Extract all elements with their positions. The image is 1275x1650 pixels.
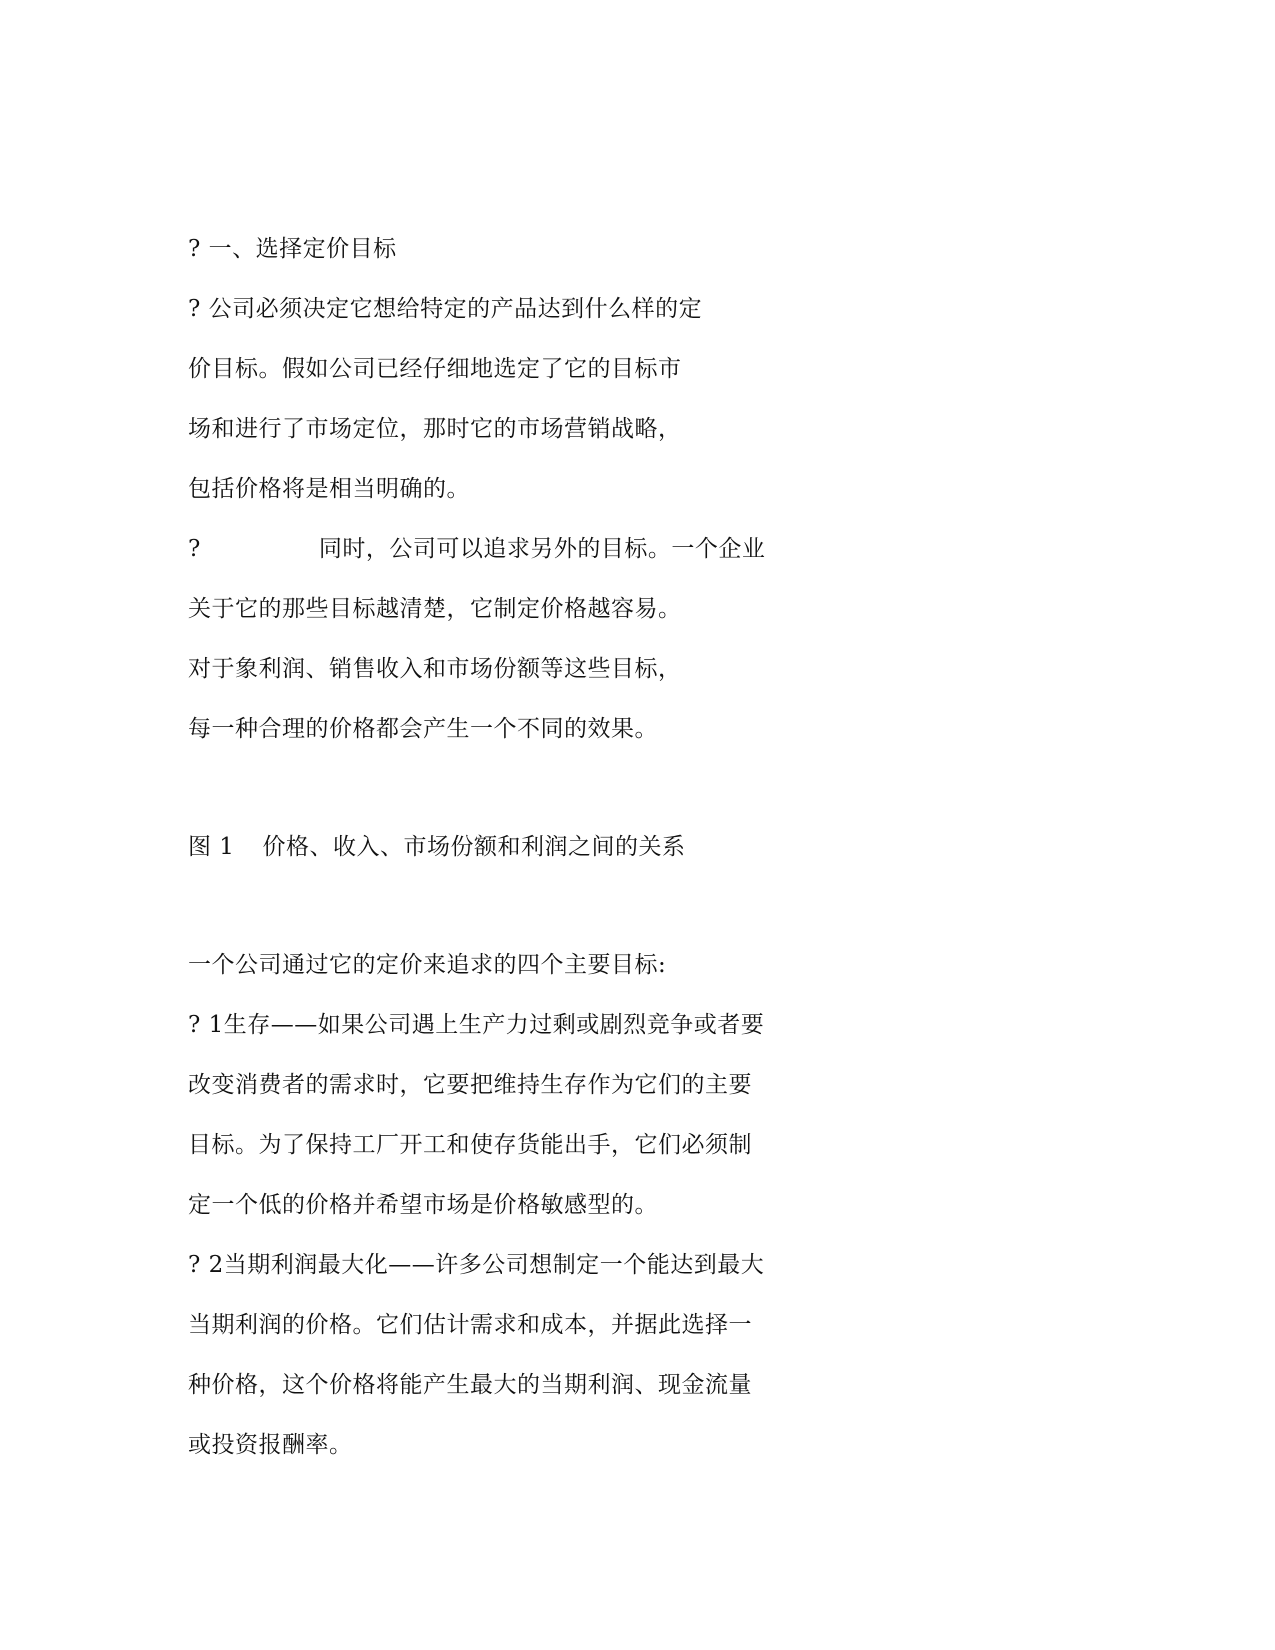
list-item-line: 或投资报酬率。 bbox=[188, 1432, 353, 1458]
figure-caption bbox=[188, 832, 685, 862]
list-item-line: 定一个低的价格并希望市场是价格敏感型的。 bbox=[188, 1192, 658, 1218]
list-item-line: 目标。为了保持工厂开工和使存货能出手，它们必须制 bbox=[188, 1132, 752, 1158]
paragraph-line bbox=[188, 534, 765, 564]
paragraph-line: 包括价格将是相当明确的。 bbox=[188, 476, 470, 502]
paragraph-line: ? 公司必须决定它想给特定的产品达到什么样的定 bbox=[188, 296, 703, 322]
list-item-line: 当期利润的价格。它们估计需求和成本，并据此选择一 bbox=[188, 1312, 752, 1338]
figure-label: 图 1 bbox=[188, 834, 235, 860]
paragraph-line: 场和进行了市场定位，那时它的市场营销战略， bbox=[188, 416, 682, 442]
figure-caption-text: 价格、收入、市场份额和利润之间的关系 bbox=[262, 834, 686, 860]
list-item-line: 种价格，这个价格将能产生最大的当期利润、现金流量 bbox=[188, 1372, 752, 1398]
list-item-line: 改变消费者的需求时，它要把维持生存作为它们的主要 bbox=[188, 1072, 752, 1098]
paragraph-text: 同时，公司可以追求另外的目标。一个企业 bbox=[318, 536, 766, 562]
list-item-line: ? 2当期利润最大化——许多公司想制定一个能达到最大 bbox=[188, 1252, 765, 1278]
paragraph-line: 对于象利润、销售收入和市场份额等这些目标， bbox=[188, 656, 682, 682]
section-intro: 一个公司通过它的定价来追求的四个主要目标: bbox=[188, 952, 667, 978]
list-item-line: ? 1生存——如果公司遇上生产力过剩或剧烈竞争或者要 bbox=[188, 1012, 765, 1038]
paragraph-line: 关于它的那些目标越清楚，它制定价格越容易。 bbox=[188, 596, 682, 622]
paragraph-line: 价目标。假如公司已经仔细地选定了它的目标市 bbox=[188, 356, 682, 382]
bullet-marker: ? bbox=[188, 536, 201, 562]
paragraph-line: 每一种合理的价格都会产生一个不同的效果。 bbox=[188, 716, 658, 742]
section-heading: ? 一、选择定价目标 bbox=[188, 236, 397, 262]
